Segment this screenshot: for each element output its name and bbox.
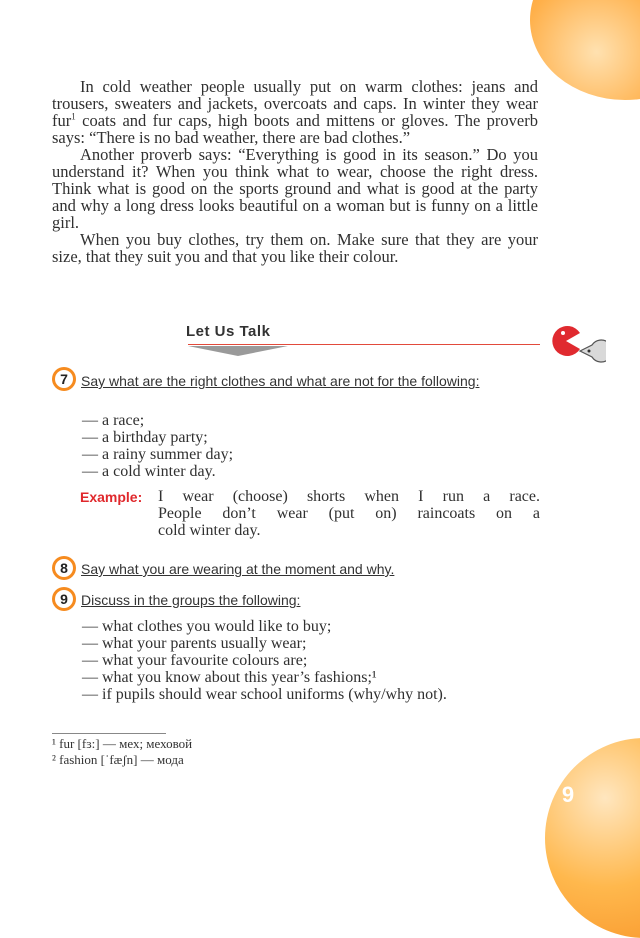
task-number-8: 8	[52, 556, 76, 580]
task-7-instruction: Say what are the right clothes and what are not for the following:	[81, 373, 480, 389]
corner-decoration-top	[530, 0, 640, 100]
footnote-2: ² fashion [ˈfæʃn] — мода	[52, 752, 184, 767]
footnotes	[52, 736, 192, 768]
list-item: — what clothes you would like to buy;	[82, 618, 332, 635]
list-item: — a cold winter day.	[82, 463, 216, 480]
list-item: — if pupils should wear school uniforms (why/why not).	[82, 686, 447, 703]
paragraph-1: In cold weather people usually put on warm clothes: jeans and trousers, sweaters and jackets, overcoats and caps. In winter they wear fur$^1$ coats and fur caps, high boots and mittens or gloves. The proverb says: “There is no bad weather, there are bad clothes.”	[52, 77, 538, 147]
example-text	[158, 488, 540, 539]
task-number-9: 9	[52, 587, 76, 611]
task-9-instruction: Discuss in the groups the following:	[81, 592, 301, 608]
task-9-list	[82, 618, 447, 703]
list-item: — what you know about this year’s fashions;¹	[82, 669, 377, 686]
list-item: — a race;	[82, 412, 145, 429]
list-item: — what your parents usually wear;	[82, 635, 307, 652]
list-item: — what your favourite colours are;	[82, 652, 308, 669]
example-line: People don’t wear (put on) raincoats on a	[158, 505, 540, 522]
reading-text	[52, 78, 538, 265]
page-number: 9	[561, 782, 575, 807]
section-rule	[188, 344, 540, 345]
list-item: — a birthday party;	[82, 429, 208, 446]
section-title: Let Us Talk	[186, 323, 271, 340]
pacman-icon	[546, 321, 606, 365]
corner-decoration-bottom	[545, 738, 640, 938]
paragraph-2: Another proverb says: “Everything is good in its season.” Do you understand it? When you think what to wear, choose the right dress. Think what is good on the sports ground and what is good at the party and why a long dress looks beautiful on a woman but is funny on a little girl.	[52, 145, 538, 232]
footnote-1: ¹ fur [fɜ:] — мех; меховой	[52, 736, 193, 751]
task-number-7: 7	[52, 367, 76, 391]
footnote-rule	[52, 733, 166, 734]
paragraph-3: When you buy clothes, try them on. Make sure that they are your size, that they suit you and that you like their colour.	[52, 230, 538, 266]
example-line: cold winter day.	[158, 522, 261, 539]
section-triangle	[188, 346, 288, 356]
task-8-instruction: Say what you are wearing at the moment and why.	[81, 561, 395, 577]
list-item: — a rainy summer day;	[82, 446, 234, 463]
task-7-list	[82, 412, 233, 480]
example-label: Example:	[80, 489, 143, 505]
example-line: I wear (choose) shorts when I run a race.	[158, 488, 540, 505]
